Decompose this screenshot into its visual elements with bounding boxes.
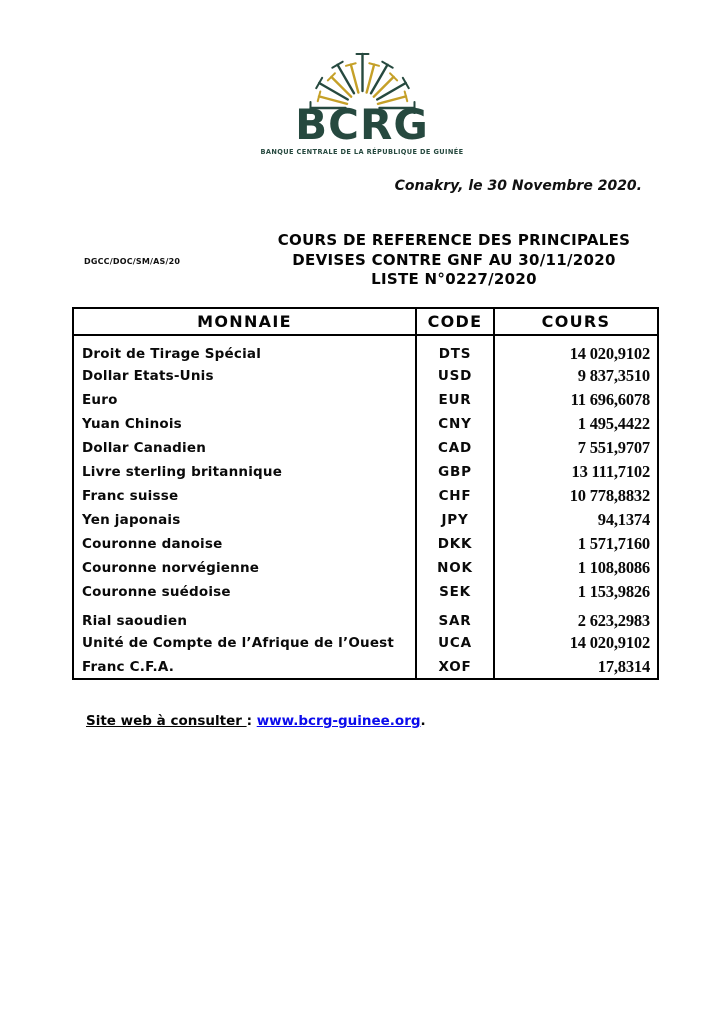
currency-name: Unité de Compte de l’Afrique de l’Ouest [73,631,416,655]
currency-rate: 14 020,9102 [494,335,658,364]
logo-full-name: BANQUE CENTRALE DE LA RÉPUBLIQUE DE GUINÉE [260,148,464,156]
website-link[interactable]: www.bcrg-guinee.org [256,713,421,729]
currency-code: DTS [416,335,494,364]
table-row [73,655,658,679]
currency-name: Franc C.F.A. [73,655,416,679]
table-row [73,436,658,460]
title-line-3: LISTE N°0227/2020 [371,270,537,288]
title-line-2: DEVISES CONTRE GNF AU 30/11/2020 [292,250,616,269]
currency-rate: 1 108,8086 [494,556,658,580]
currency-rate: 10 778,8832 [494,484,658,508]
currency-name: Livre sterling britannique [73,460,416,484]
currency-code: XOF [416,655,494,679]
currency-rate: 1 153,9826 [494,580,658,604]
currency-rate: 1 495,4422 [494,412,658,436]
currency-code: GBP [416,460,494,484]
website-line [86,713,426,729]
table-row [73,335,658,364]
table-row [73,508,658,532]
table-row [73,364,658,388]
table-header-row [73,308,658,335]
currency-code: CHF [416,484,494,508]
table-row [73,580,658,604]
website-label: Site web à consulter [86,713,247,729]
col-header-code: CODE [416,308,494,335]
currency-rate: 17,8314 [494,655,658,679]
col-header-cours: COURS [494,308,658,335]
website-separator: : [246,713,257,729]
currency-name: Yen japonais [73,508,416,532]
currency-name: Euro [73,388,416,412]
date-line: Conakry, le 30 Novembre 2020. [394,178,642,194]
logo-acronym: BCRG [295,100,429,149]
exchange-rates-table [72,307,659,680]
currency-name: Franc suisse [73,484,416,508]
currency-code: USD [416,364,494,388]
currency-code: UCA [416,631,494,655]
title-line-1: COURS DE REFERENCE DES PRINCIPALES [277,231,631,249]
currency-rate: 14 020,9102 [494,631,658,655]
bcrg-logo [260,50,463,156]
currency-name: Couronne norvégienne [73,556,416,580]
table-row [73,412,658,436]
table-row [73,532,658,556]
table-row [73,631,658,655]
currency-name: Couronne suédoise [73,580,416,604]
currency-code: SAR [416,604,494,631]
document-title [251,231,657,290]
currency-name: Dollar Canadien [73,436,416,460]
currency-rate: 9 837,3510 [494,364,658,388]
currency-code: SEK [416,580,494,604]
currency-name: Yuan Chinois [73,412,416,436]
currency-name: Dollar Etats-Unis [73,364,416,388]
table-row [73,388,658,412]
currency-rate: 2 623,2983 [494,604,658,631]
website-period: . [420,713,426,729]
currency-code: DKK [416,532,494,556]
currency-rate: 1 571,7160 [494,532,658,556]
currency-name: Rial saoudien [73,604,416,631]
currency-code: CAD [416,436,494,460]
currency-name: Droit de Tirage Spécial [73,335,416,364]
currency-rate: 7 551,9707 [494,436,658,460]
reference-code: DGCC/DOC/SM/AS/20 [84,257,181,266]
currency-code: NOK [416,556,494,580]
currency-code: CNY [416,412,494,436]
currency-code: JPY [416,508,494,532]
currency-rate: 94,1374 [494,508,658,532]
currency-name: Couronne danoise [73,532,416,556]
col-header-monnaie: MONNAIE [73,308,416,335]
table-row [73,556,658,580]
currency-rate: 13 111,7102 [494,460,658,484]
currency-rate: 11 696,6078 [494,388,658,412]
table-row [73,460,658,484]
table-row [73,484,658,508]
currency-code: EUR [416,388,494,412]
table-row [73,604,658,631]
